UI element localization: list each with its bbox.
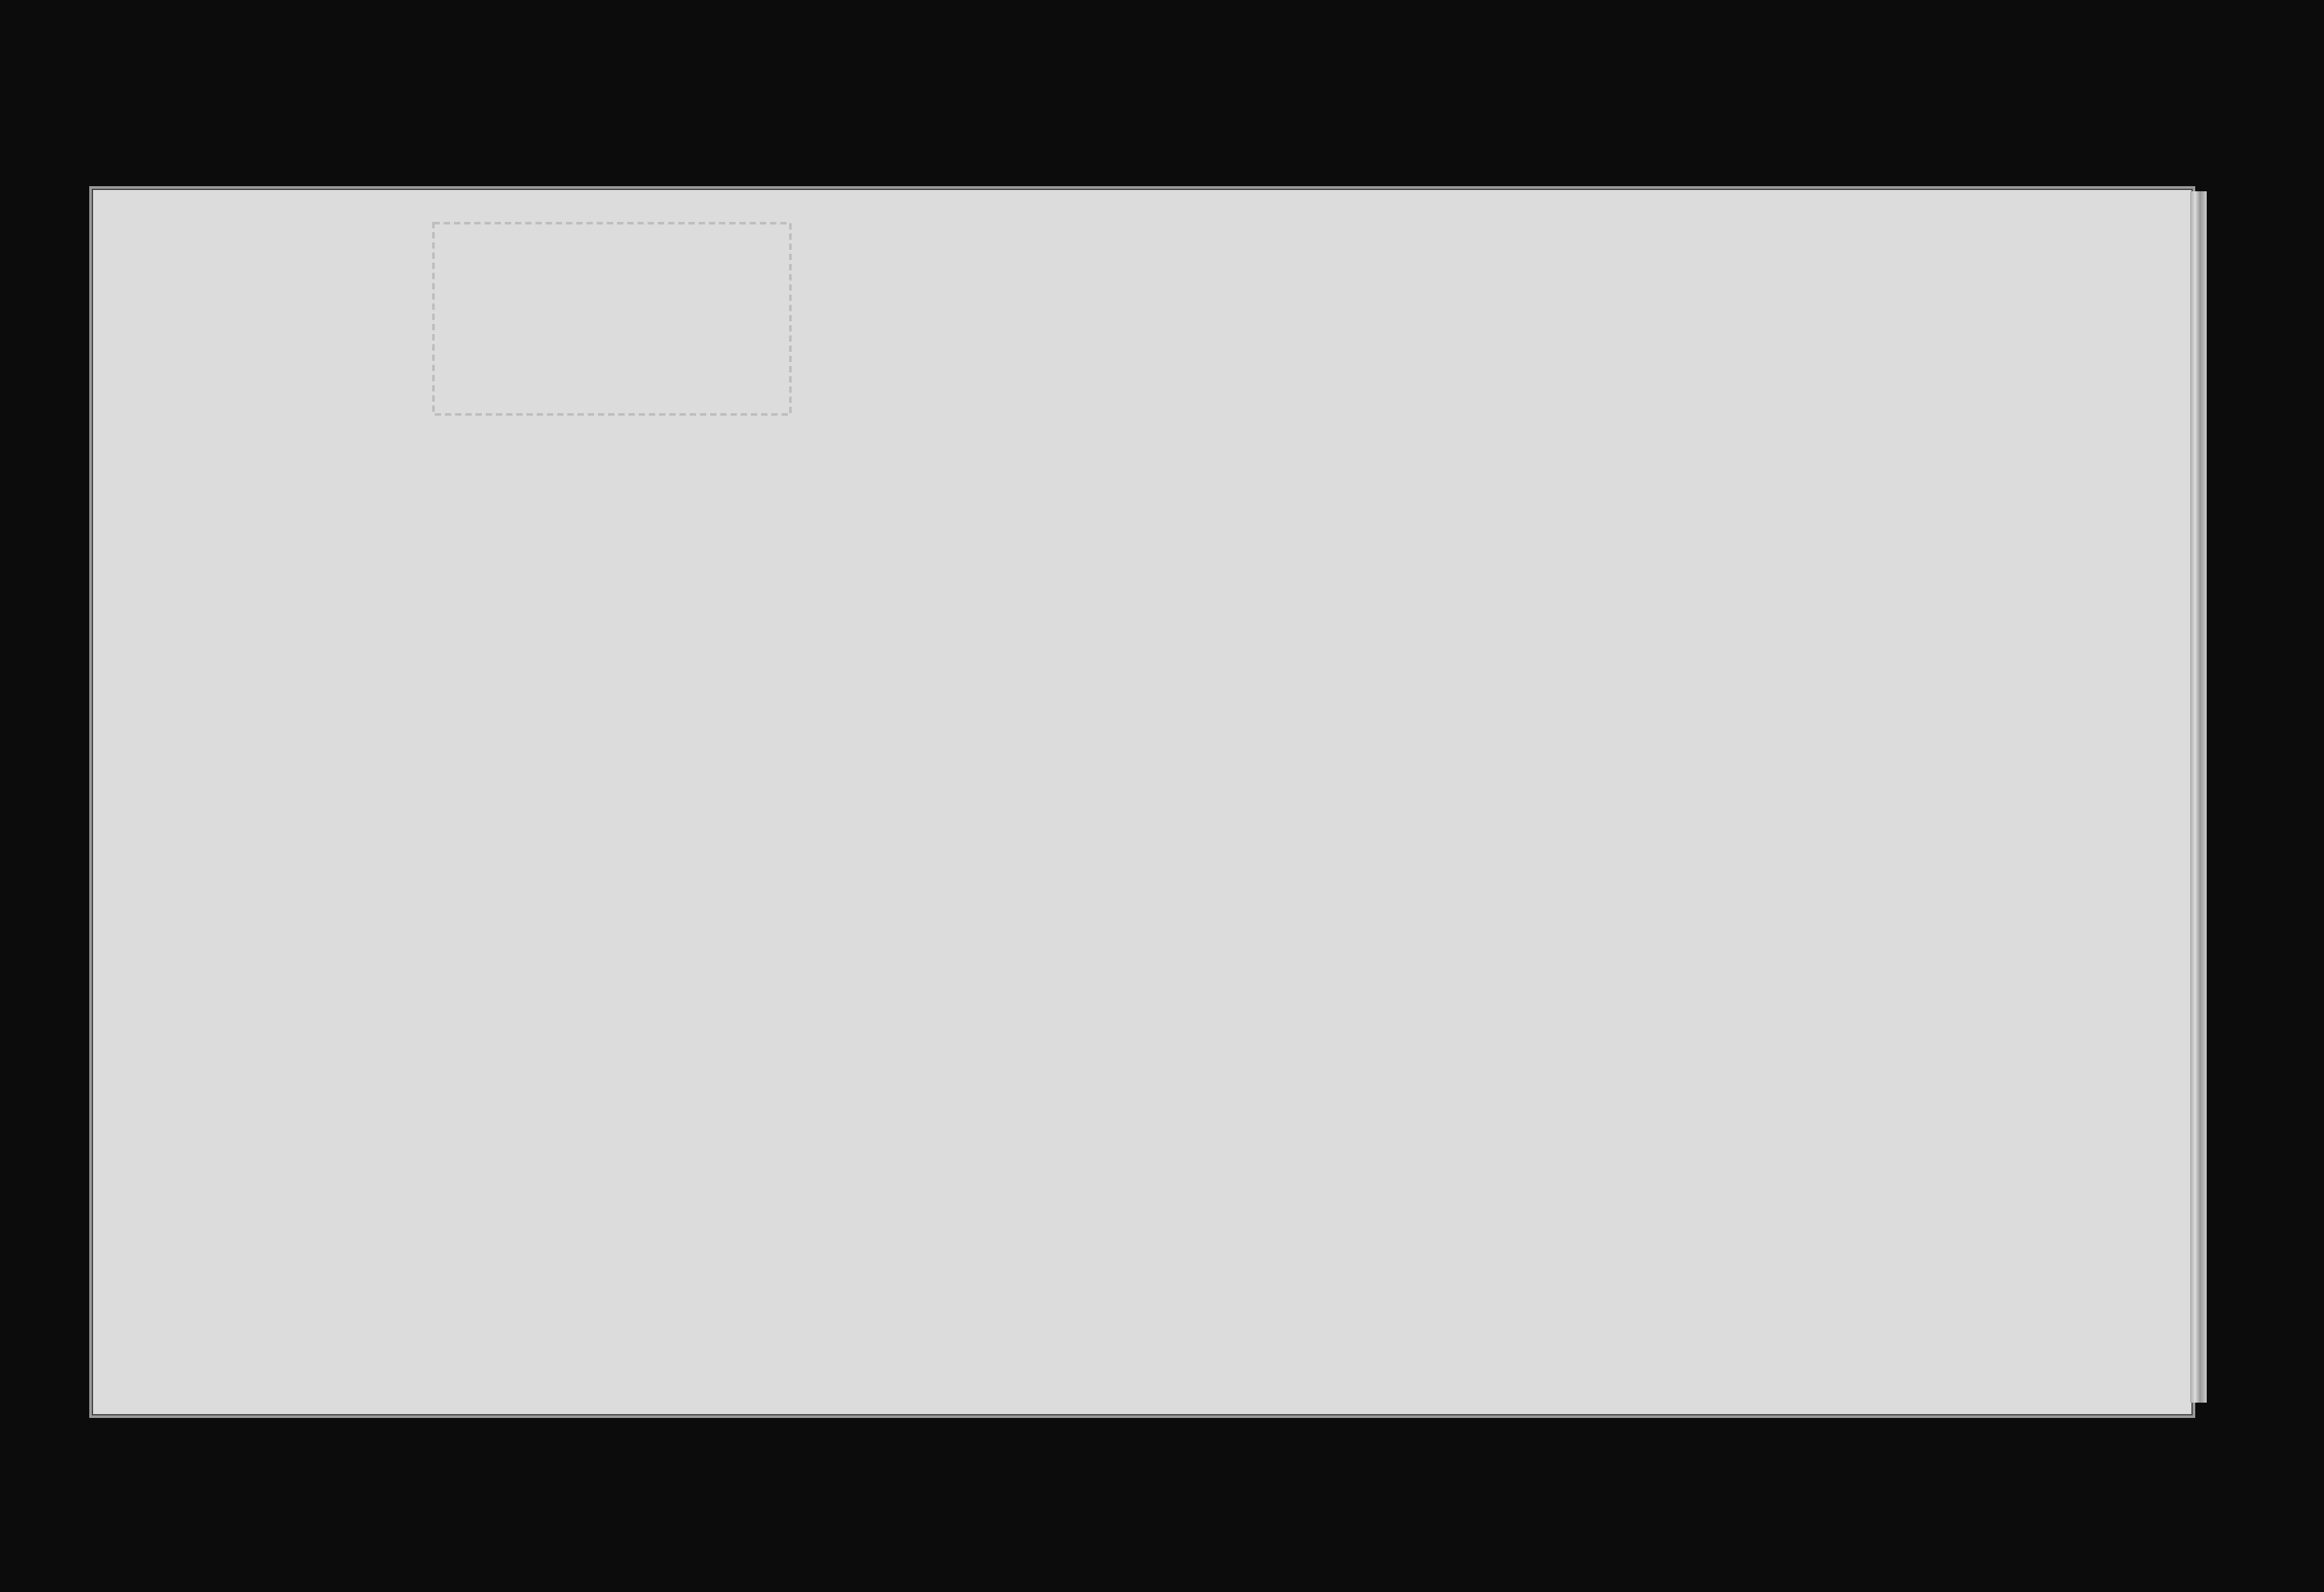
faded-stamp xyxy=(433,223,790,414)
